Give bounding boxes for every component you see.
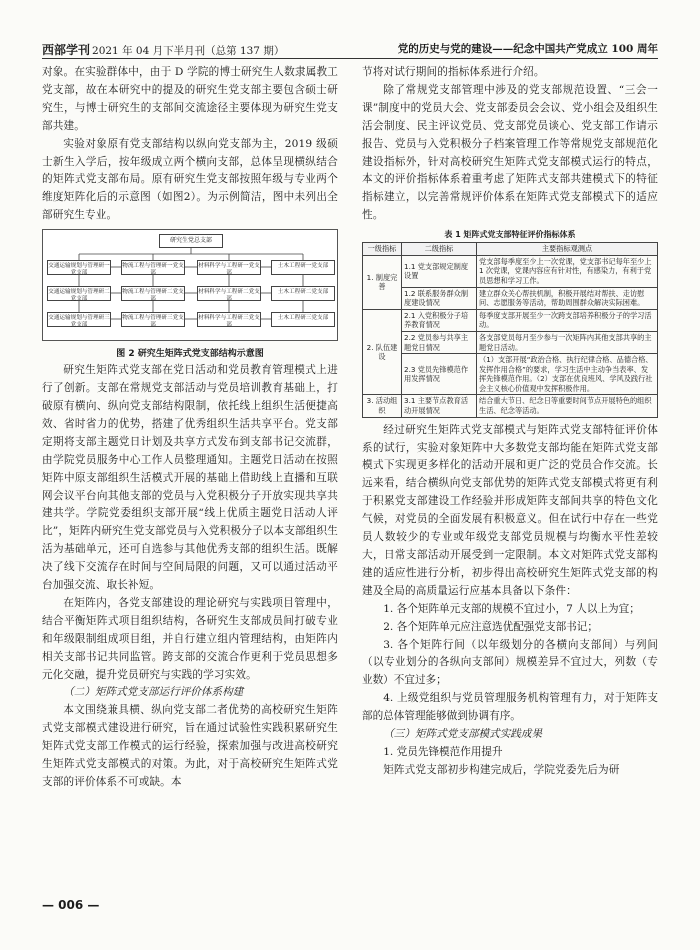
level2-cell: 2.3 党员先锋模范作用发挥情况 xyxy=(402,354,477,395)
diagram-node: 交通运输规划与管理研一党支部 xyxy=(47,260,111,275)
condition-list-item: 2. 各个矩阵单元应注意选优配强党支部书记； xyxy=(383,620,598,633)
table-title: 表 1 矩阵式党支部特征评价指标体系 xyxy=(444,230,576,240)
level2-cell: 1.2 联系服务群众制度建设情况 xyxy=(402,287,477,309)
section-title: 党的历史与党的建设——纪念中国共产党成立 100 周年 xyxy=(397,43,658,55)
condition-list-item: 4. 上级党组织与党员管理服务机构管理有力，对于矩阵支部的总体管理能够做到协调有序。 xyxy=(362,692,658,723)
figure-2-matrix-diagram xyxy=(42,229,338,341)
subsection-heading: 1. 党员先锋模范作用提升 xyxy=(383,745,503,758)
paragraph: 本文围绕兼具横、纵向党支部二者优势的高校研究生矩阵式党支部模式建设进行研究，旨在通过试验性实践积累研究生矩阵式党支部工作模式的运行经验，探索加强与改进高校研究生矩阵式党支部模式的对策。为此，对于高校研究生矩阵式党支部的评价体系不可或缺。本 xyxy=(42,704,338,788)
level1-cell: 2. 队伍建设 xyxy=(363,309,402,395)
diagram-node: 材料科学与工程研三党支部 xyxy=(197,312,261,327)
section-heading: （三）矩阵式党支部模式实践成果 xyxy=(383,728,543,741)
diagram-node: 土木工程研一党支部 xyxy=(271,260,335,275)
level2-cell: 3.1 主要节点教育活动开展情况 xyxy=(402,395,477,417)
table-row xyxy=(363,354,658,395)
diagram-node: 交通运输规划与管理研二党支部 xyxy=(47,286,111,301)
table-row xyxy=(363,395,658,417)
level2-cell: 2.2 党员参与共享主题党日情况 xyxy=(402,331,477,353)
paragraph: 对象。在实验群体中，由于 D 学院的博士研究生人数隶属教工党支部，故在本研究中的提及的研究生党支部主要包含硕士研究生，与博士研究生的支部间交流途径主要体现为研究生党支部共建。 xyxy=(42,66,338,132)
level2-cell: 2.1 入党积极分子培养教育情况 xyxy=(402,309,477,331)
figure-caption: 图 2 研究生矩阵式党支部结构示意图 xyxy=(116,349,264,360)
header-left xyxy=(42,41,284,58)
diagram-node: 材料科学与工程研一党支部 xyxy=(197,260,261,275)
condition-list-item: 3. 各个矩阵行间（以年级划分的各横向支部间）与列间（以专业划分的各纵向支部间）规模差异不宜过大，列数（专业数）不宜过多； xyxy=(362,638,658,687)
level1-cell: 3. 活动组织 xyxy=(363,395,402,417)
diagram-node: 土木工程研三党支部 xyxy=(271,312,335,327)
paragraph: 经过研究生矩阵式党支部模式与矩阵式党支部特征评价体系的试行，实验对象矩阵中大多数党支部均能在矩阵式党支部模式下实现更多样化的活动开展和更广泛的党员合作交流。长远来看，结合横纵向党支部优势的矩阵式党支部模式将更有利于积累党支部建设工作经验并形成矩阵支部间共享的特色文化气候，对党员的全面发展有积极意义。但在试行中存在一些党员人数较少的专业或年级党支部党员规模与均衡水平性差较大，日常支部活动开展受到一定限制。本文对矩阵式党支部构建的适应性进行分析，初步得出高校研究生矩阵式党支部的构建及全局的高质量运行应基本具备以下条件： xyxy=(362,423,658,597)
level1-cell: 1. 制度完善 xyxy=(363,255,402,309)
observation-cell: 各支部党员每月至少参与一次矩阵内其他支部共享的主题党日活动。 xyxy=(477,331,658,353)
diagram-node: 物流工程与管理研一党支部 xyxy=(121,260,185,275)
paragraph: 实验对象原有党支部结构以纵向党支部为主，2019 级硕士新生入学后，按年级成立两个横向支部，总体呈现横纵结合的矩阵式党支部布局。原有研究生党支部按照年级与专业两个维度矩阵化后的示意图（如图2）。为示例简洁，图中未列出全部研究生专业。 xyxy=(42,137,338,222)
diagram-root-node: 研究生党总支部 xyxy=(159,234,223,248)
diagram-node: 土木工程研二党支部 xyxy=(271,286,335,301)
observation-cell: 每季度支部开展至少一次跨支部培养积极分子的学习活动。 xyxy=(477,309,658,331)
observation-cell: 党支部每季度至少上一次党课，党支部书记每年至少上 1 次党课，党课内容应有针对性，有感染力，有利于党员思想和学习工作。 xyxy=(477,255,658,287)
table-row xyxy=(363,331,658,353)
observation-cell: 结合重大节日、纪念日等重要时间节点开展特色的组织生活、纪念等活动。 xyxy=(477,395,658,417)
observation-cell: 建立群众关心帮扶机制，积极开展结对帮扶、走访慰问、志愿服务等活动，帮助周围群众解决实际困难。 xyxy=(477,287,658,309)
level2-cell: 1.1 党支部规定制度设置 xyxy=(402,255,477,287)
left-column xyxy=(42,64,338,792)
diagram-node: 交通运输规划与管理研三党支部 xyxy=(47,312,111,327)
table-row xyxy=(363,309,658,331)
paragraph: 研究生矩阵式党支部在党日活动和党员教育管理模式上进行了创新。支部在常规党支部活动与党员培训教育基础上，打破原有横向、纵向党支部结构限制，依托线上组织生活便捷高效、省时省力的优势，搭建了优秀组织生活共享平台。党支部定期将支部主题党日计划及共享方式发布到支部书记交流群，由学院党员服务中心工作人员整理通知。主题党日活动在按照矩阵中原支部组织生活模式开展的基础上借助线上直播和互联网会议平台向其他支部的党员与入党积极分子开放实现共享共建共学。学院党委组织支部开展“线上优质主题党日活动人评比”，矩阵内研究生党支部党员与入党积极分子以本支部组织生活为基础单元，还可自选参与其他优秀支部的组织生活。既解决了线下交流存在时间与空间局限的问题，又可以通过活动平台加强交流、取长补短。 xyxy=(42,364,338,592)
diagram-node: 物流工程与管理研三党支部 xyxy=(121,312,185,327)
indicator-table xyxy=(362,242,658,418)
page-number: — 006 — xyxy=(42,898,100,912)
paragraph: 在矩阵内，各党支部建设的理论研究与实践项目管理中，结合平衡矩阵式项目组织结构，各研究生支部成员间打破专业和年级限制组成项目组，并自行建立组内管理结构，由矩阵内相关支部书记共同监管。跨支部的交流合作更利于党员思想多元化交融，提升党员研究与实践的学习实效。 xyxy=(42,596,338,681)
condition-list-item: 1. 各个矩阵单元支部的规模不宜过小，7 人以上为宜； xyxy=(383,602,640,615)
diagram-node: 材料科学与工程研二党支部 xyxy=(197,286,261,301)
table-header-cell: 一级指标 xyxy=(363,243,402,256)
journal-issue: 2021 年 04 月下半月刊（总第 137 期） xyxy=(92,45,285,57)
table-header-row xyxy=(363,243,658,256)
paragraph: 节将对试行期间的指标体系进行介绍。 xyxy=(362,66,545,78)
running-header xyxy=(42,38,658,59)
paragraph: 除了常规党支部管理中涉及的党支部规范设置、“三会一课”制度中的党员大会、党支部委员会会议、党小组会及组织生活会制度、民主评议党员、党支部党员谈心、党支部工作请示报告、党员与入党积极分子档案管理工作等常规党支部规范化建设指标外，针对高校研究生矩阵式党支部模式运行的特点，本文的评价指标体系着重考虑了矩阵式支部共建模式下的特征指标建立，以完善常规评价体系在矩阵式党支部模式下的适应性。 xyxy=(362,83,658,222)
table-header-cell: 二级指标 xyxy=(402,243,477,256)
table-row xyxy=(363,287,658,309)
table-row xyxy=(363,255,658,287)
paragraph: 矩阵式党支部初步构建完成后，学院党委先后为研 xyxy=(383,763,620,776)
right-column xyxy=(362,64,658,780)
section-heading: （二）矩阵式党支部运行评价体系构建 xyxy=(63,686,244,699)
diagram-node: 物流工程与管理研二党支部 xyxy=(121,286,185,301)
observation-cell: （1）支部开展“政治合格、执行纪律合格、品德合格、发挥作用合格”的要求，学习生活中主动争当表率、发挥先锋模范作用。（2）支部在优良班风、学风及践行社会主义核心价值观中发挥积极作用。 xyxy=(477,354,658,395)
table-header-cell: 主要指标观测点 xyxy=(477,243,658,256)
journal-name: 西部学刊 xyxy=(42,43,91,57)
